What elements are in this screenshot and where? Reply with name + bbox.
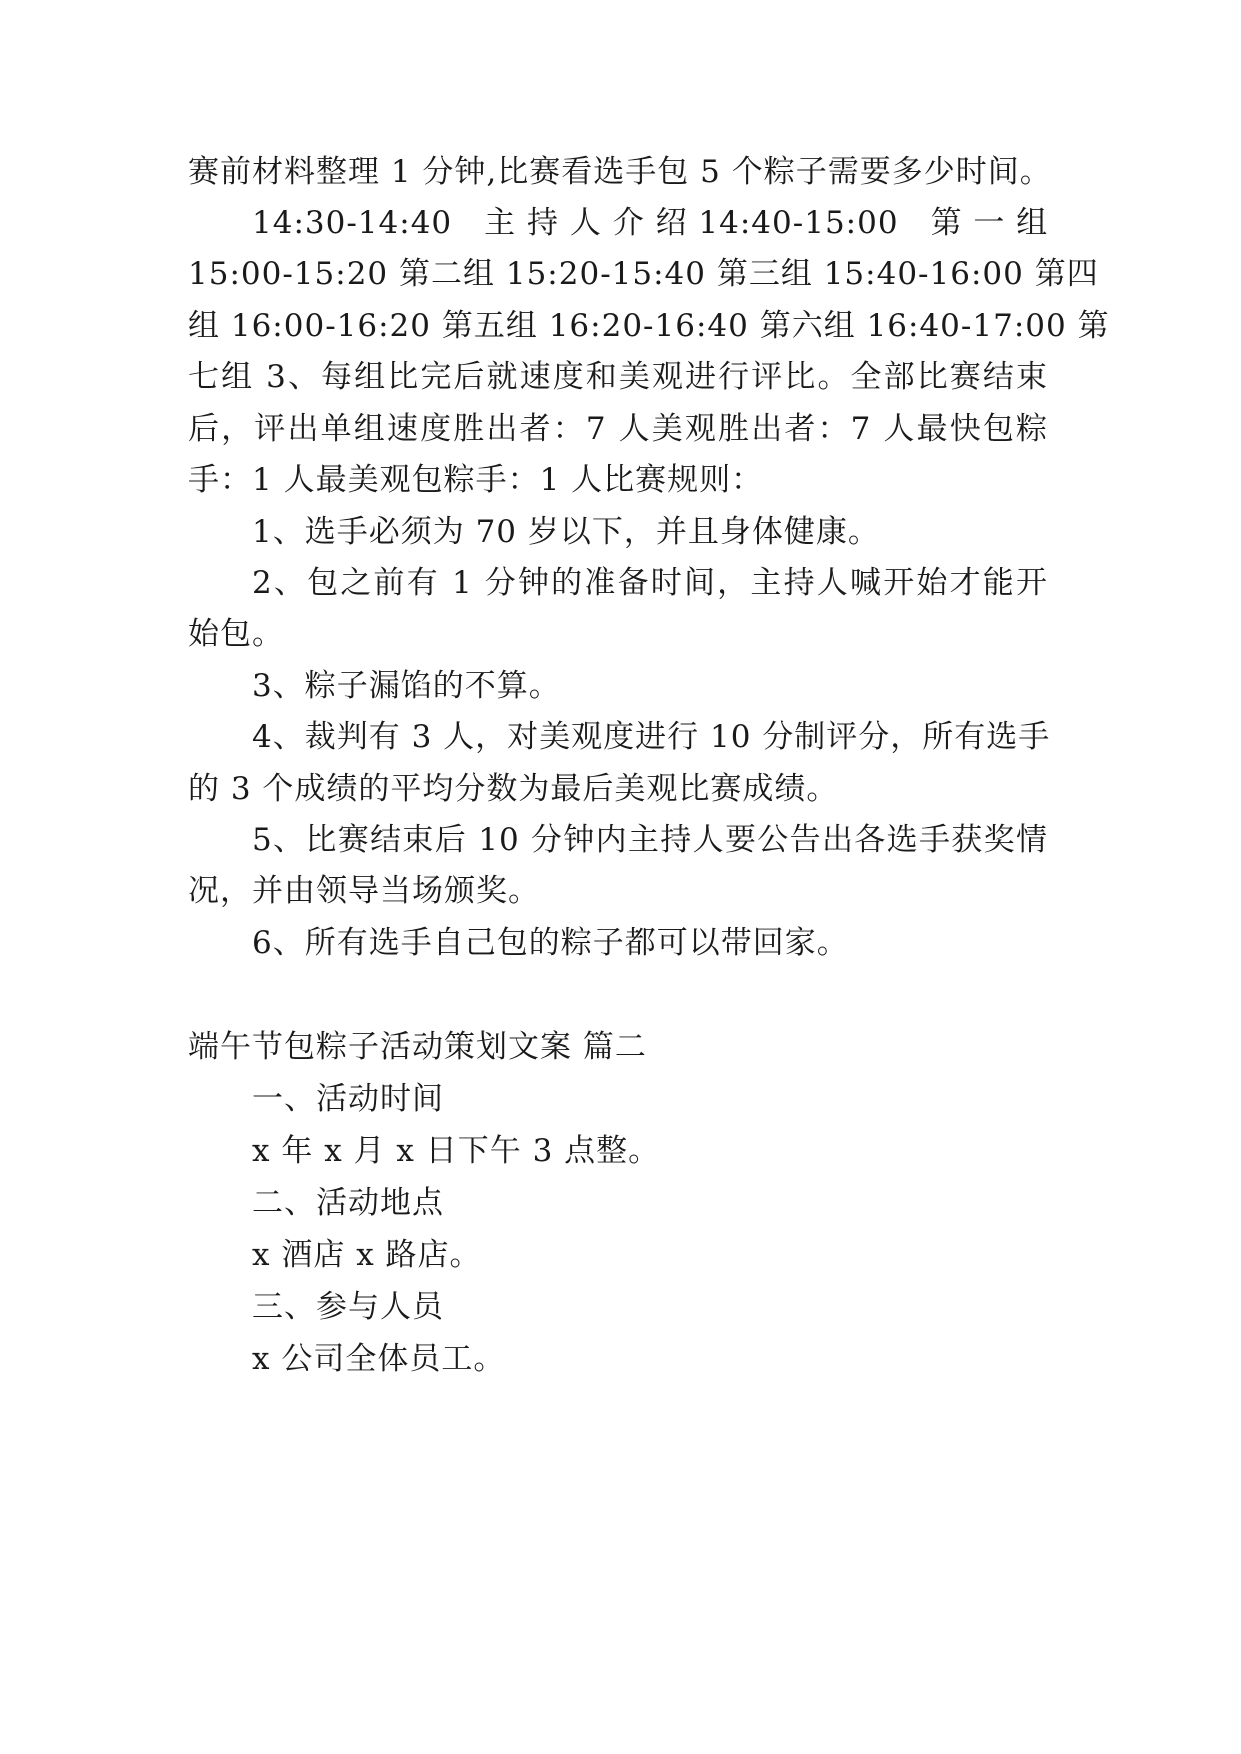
section-heading: 三、参与人员 [252, 1289, 444, 1325]
rule-item: 4、裁判有 3 人，对美观度进行 10 分制评分，所有选手 [252, 719, 1051, 755]
section-text: x 年 x 月 x 日下午 3 点整。 [252, 1133, 661, 1169]
section-heading: 一、活动时间 [252, 1081, 444, 1117]
paragraph-line: 赛前材料整理 1 分钟,比赛看选手包 5 个粽子需要多少时间。 [188, 154, 1052, 190]
rule-item-continuation: 的 3 个成绩的平均分数为最后美观比赛成绩。 [188, 771, 839, 807]
rule-item: 3、粽子漏馅的不算。 [252, 668, 561, 704]
schedule-line: 15:00-15:20 第二组 15:20-15:40 第三组 15:40-16:00 第四 [188, 256, 1099, 292]
rule-item-continuation: 始包。 [188, 616, 284, 652]
section-title: 端午节包粽子活动策划文案 篇二 [188, 1029, 647, 1065]
schedule-line: 14:30-14:40 主 持 人 介 绍 14:40-15:00 第 一 组 [252, 205, 1049, 241]
schedule-line: 组 16:00-16:20 第五组 16:20-16:40 第六组 16:40-17:00 第 [188, 308, 1110, 344]
rule-item: 2、包之前有 1 分钟的准备时间，主持人喊开始才能开 [252, 565, 1048, 601]
section-text: x 公司全体员工。 [252, 1341, 506, 1377]
rule-item: 6、所有选手自己包的粽子都可以带回家。 [252, 925, 849, 961]
section-text: x 酒店 x 路店。 [252, 1237, 482, 1273]
rule-item: 5、比赛结束后 10 分钟内主持人要公告出各选手获奖情 [252, 822, 1048, 858]
paragraph-line: 七组 3、每组比完后就速度和美观进行评比。全部比赛结束 [188, 359, 1048, 395]
paragraph-line: 手：1 人最美观包粽手：1 人比赛规则： [188, 462, 764, 498]
paragraph-line: 后，评出单组速度胜出者：7 人美观胜出者：7 人最快包粽 [188, 411, 1048, 447]
rule-item-continuation: 况，并由领导当场颁奖。 [188, 873, 540, 909]
section-heading: 二、活动地点 [252, 1185, 444, 1221]
rule-item: 1、选手必须为 70 岁以下，并且身体健康。 [252, 514, 880, 550]
